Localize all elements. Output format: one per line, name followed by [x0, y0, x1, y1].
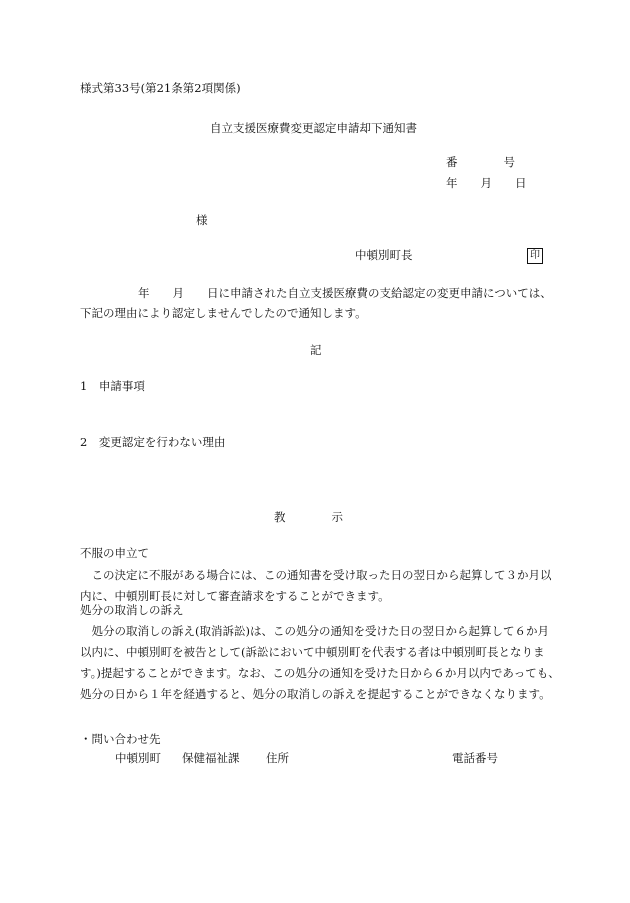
- kyoji-heading: 教 示: [274, 510, 343, 524]
- body-line-2: 下記の理由により認定しませんでしたので通知します。: [80, 306, 367, 320]
- seal-mark: 印: [527, 248, 543, 264]
- appeal-text: この決定に不服がある場合には、この通知書を受け取った日の翌日から起算して３か月以内に、中頓別町長に対して審査請求をすることができます。: [80, 568, 552, 603]
- item-reason: 2 変更認定を行わない理由: [80, 435, 226, 449]
- form-id: 様式第33号(第21条第2項関係): [80, 81, 241, 95]
- issuer-name: 中頓別町長: [355, 248, 413, 262]
- contact-department: 保健福祉課: [182, 751, 240, 765]
- ki-heading: 記: [310, 343, 322, 357]
- lawsuit-heading: 処分の取消しの訴え: [80, 603, 184, 617]
- contact-heading: ・問い合わせ先: [80, 732, 161, 746]
- document-title: 自立支援医療費変更認定申請却下通知書: [210, 121, 417, 135]
- contact-phone-label: 電話番号: [452, 751, 498, 765]
- contact-town: 中頓別町: [115, 751, 161, 765]
- body-line-1: 年 月 日に申請された自立支援医療費の支給認定の変更申請については、: [138, 286, 552, 300]
- date-label: 年 月 日: [446, 176, 527, 190]
- number-label: 番 号: [446, 155, 515, 169]
- lawsuit-text: 処分の取消しの訴え(取消訴訟)は、この処分の通知を受けた日の翌日から起算して６か月以内に、中頓別町を被告として(訴訟において中頓別町を代表する者は中頓別町長となります。)提起することができます。なお、この処分の通知を受けた日から６か月以内であっても、処分の日から１年を経過すると、処分の取消しの訴えを提起することができなくなります。: [80, 624, 560, 701]
- appeal-heading: 不服の申立て: [80, 546, 149, 560]
- item-application: 1 申請事項: [80, 379, 145, 393]
- addressee-suffix: 様: [196, 213, 208, 227]
- contact-address-label: 住所: [266, 751, 289, 765]
